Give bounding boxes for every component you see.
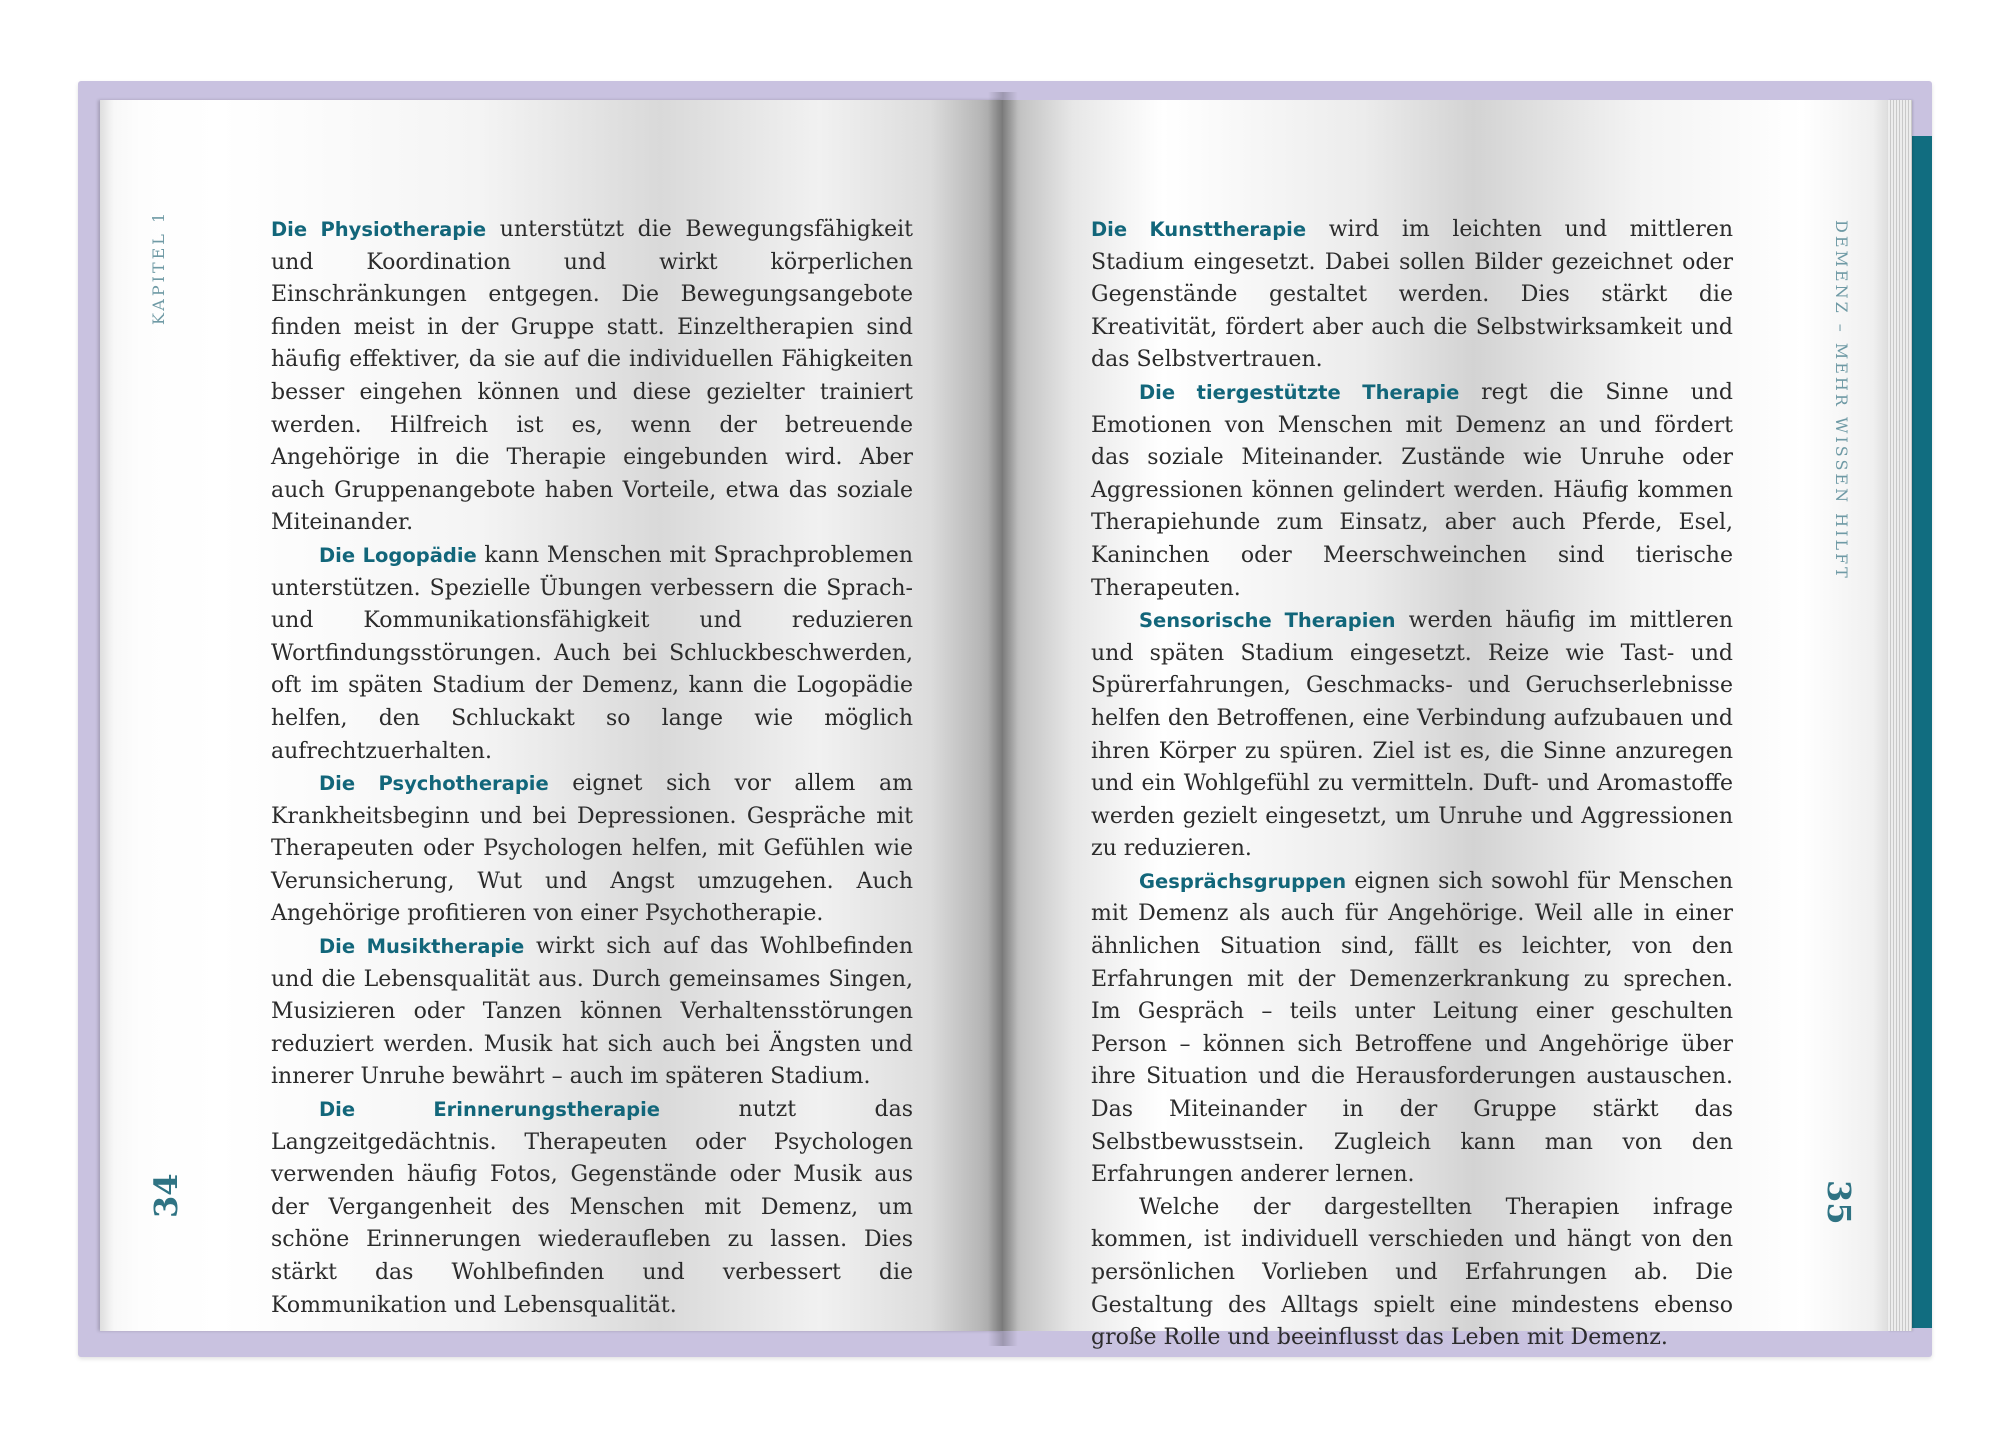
running-head-right: DEMENZ – MEHR WISSEN HILFT: [1832, 220, 1851, 581]
paragraph-text: eignet sich vor allem am Krankheitsbeginn und bei Depressionen. Gespräche mit Therapeuten oder Psychologen helfen, mit Gefühlen wie Verunsicherung, Wut und Angst umzugehen. Auch Angehörige profitieren von einer Psychotherapie.: [271, 771, 913, 927]
paragraph: [271, 1094, 913, 1322]
paragraph: [1091, 605, 1733, 866]
paragraph: [271, 214, 913, 540]
therapy-term: Die Psychotherapie: [319, 772, 549, 796]
paragraph: [271, 931, 913, 1094]
therapy-term: Die Erinnerungstherapie: [319, 1098, 660, 1122]
paragraph: [1091, 214, 1733, 377]
therapy-term: Die Musiktherapie: [319, 935, 525, 959]
therapy-term: Die Logopädie: [319, 543, 477, 567]
paragraph-text: wirkt sich auf das Wohlbefinden und die Lebensqualität aus. Durch gemeinsames Singen, Musizieren oder Tanzen können Verhaltensstörungen reduziert werden. Musik hat sich auch bei Ängsten und innerer Unruhe bewährt – auch im späteren Stadium.: [271, 934, 913, 1090]
left-page-text: [271, 214, 913, 1322]
therapy-term: Die Kunsttherapie: [1091, 218, 1307, 241]
page-number-left: 34: [147, 1173, 185, 1218]
paragraph-text: unterstützt die Bewegungsfähigkeit und Koordination und wirkt körperlichen Einschränkungen entgegen. Die Bewegungsangebote finden meist in der Gruppe statt. Einzeltherapien sind häufig effektiver, da sie auf die individuellen Fähigkeiten besser eingehen können und diese gezielter trainiert werden. Hilfreich ist es, wenn der betreuende Angehörige in die Therapie eingebunden wird. Aber auch Gruppenangebote haben Vorteile, etwa das soziale Miteinander.: [271, 217, 914, 536]
page-edge-stack: [1888, 100, 1912, 1331]
paragraph-text: eignen sich sowohl für Menschen mit Demenz als auch für Angehörige. Weil alle in einer ähnlichen Situation sind, fällt es leichter, von den Erfahrungen mit der Demenzerkrankung zu sprechen. Im Gespräch – teils unter Leitung einer geschulten Person – können sich Betroffene und Angehörige über ihre Situation und die Herausforderungen austauschen. Das Miteinander in der Gruppe stärkt das Selbstbewusstsein. Zugleich kann man von den Erfahrungen anderer lernen.: [1091, 868, 1733, 1188]
therapy-term: Die Physiotherapie: [271, 218, 487, 241]
paragraph: [1091, 866, 1733, 1192]
paragraph: [1091, 377, 1733, 605]
paragraph: [271, 540, 913, 768]
spine-gutter: [988, 92, 1018, 1346]
right-page-text: [1091, 214, 1733, 1355]
paragraph-text: wird im leichten und mittleren Stadium eingesetzt. Dabei sollen Bilder gezeichnet oder Gegenstände gestaltet werden. Dies stärkt die Kreativität, fördert aber auch die Selbstwirksamkeit und das Selbstvertrauen.: [1091, 217, 1734, 373]
paragraph-text: Welche der dargestellten Therapien infrage kommen, ist individuell verschieden und hängt von den persönlichen Vorlieben und Erfahrungen ab. Die Gestaltung des Alltags spielt eine mindestens ebenso große Rolle und beeinflusst das Leben mit Demenz.: [1091, 1194, 1733, 1351]
paragraph-text: nutzt das Langzeitgedächtnis. Therapeuten oder Psychologen verwenden häufig Fotos, Gegenstände oder Musik aus der Vergangenheit des Menschen mit Demenz, um schöne Erinnerungen wiederaufleben zu lassen. Dies stärkt das Wohlbefinden und verbessert die Kommunikation und Lebensqualität.: [271, 1097, 913, 1318]
therapy-term: Gesprächsgruppen: [1139, 869, 1347, 893]
cover-spine-band: [1912, 136, 1932, 1328]
paragraph-text: regt die Sinne und Emotionen von Menschen mit Demenz an und fördert das soziale Miteinander. Zustände wie Unruhe oder Aggressionen können gelindert werden. Häufig kommen Therapiehunde zum Einsatz, aber auch Pferde, Esel, Kaninchen oder Meerschweinchen sind tierische Therapeuten.: [1091, 379, 1733, 601]
running-head-left: KAPITEL 1: [149, 209, 168, 325]
paragraph-text: werden häufig im mittleren und späten Stadium eingesetzt. Reize wie Tast- und Spürerfahrungen, Geschmacks- und Geruchserlebnisse helfen den Betroffenen, eine Verbindung aufzubauen und ihren Körper zu spüren. Ziel ist es, die Sinne anzuregen und ein Wohlgefühl zu vermitteln. Duft- und Aromastoffe werden gezielt eingesetzt, um Unruhe und Aggressionen zu reduzieren.: [1091, 608, 1734, 862]
therapy-term: Sensorische Therapien: [1139, 609, 1396, 633]
paragraph-text: kann Menschen mit Sprachproblemen unterstützen. Spezielle Übungen verbessern die Sprach- und Kommunikationsfähigkeit und reduzieren Wortfindungsstörungen. Auch bei Schluckbeschwerden, oft im späten Stadium der Demenz, kann die Logopädie helfen, den Schluckakt so lange wie möglich aufrechtzuerhalten.: [271, 542, 913, 764]
page-number-right: 35: [1820, 1180, 1858, 1225]
paragraph: [1091, 1192, 1733, 1355]
paragraph: [271, 768, 913, 931]
therapy-term: Die tiergestützte Therapie: [1139, 380, 1460, 404]
